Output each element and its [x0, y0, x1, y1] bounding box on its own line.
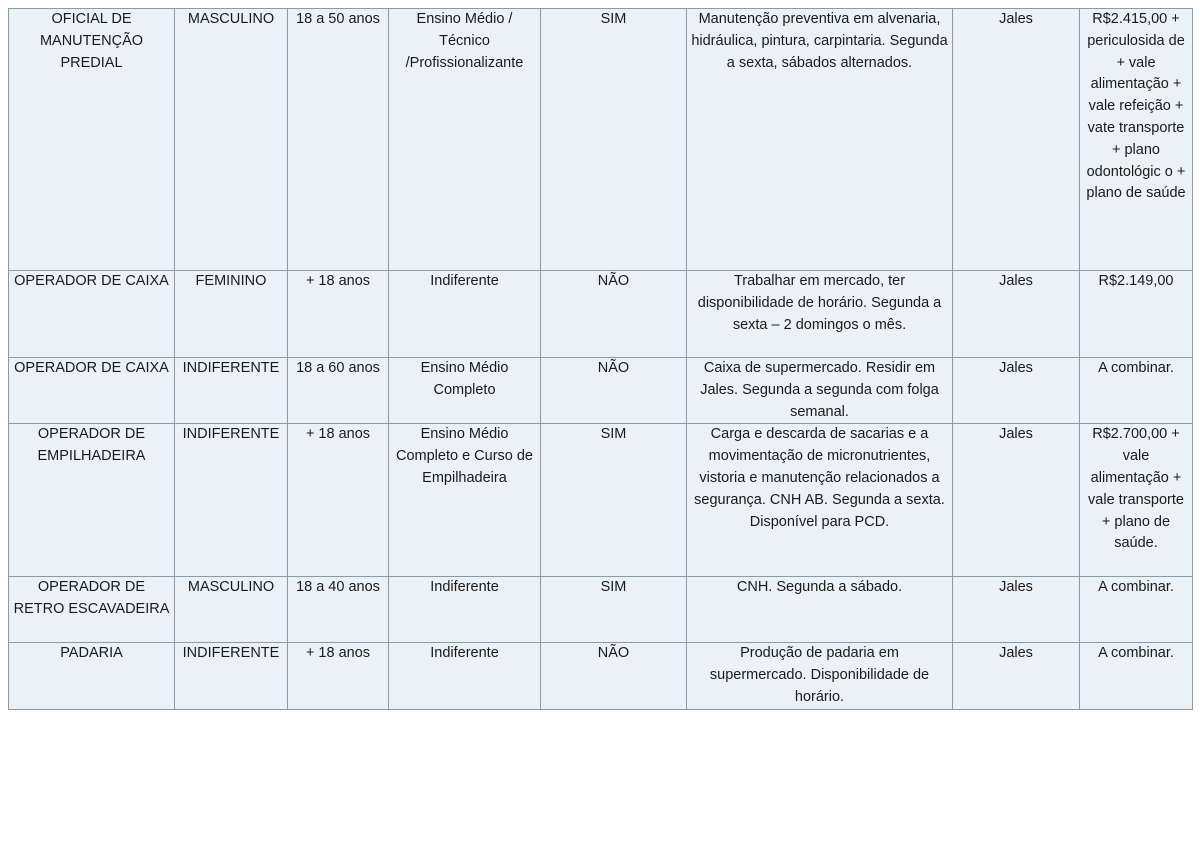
table-row: [9, 643, 1193, 709]
description-cell: [687, 358, 953, 424]
job-title-cell: [9, 577, 175, 643]
gender: FEMININO: [195, 273, 267, 289]
experience-cell: [541, 271, 687, 358]
gender-cell: [175, 643, 288, 709]
salary: A combinar.: [1098, 579, 1174, 596]
table-row: [9, 577, 1193, 643]
city-cell: [953, 643, 1080, 709]
description-cell: [687, 271, 953, 358]
salary: A combinar.: [1098, 360, 1174, 376]
education-cell: [389, 271, 541, 358]
education: Ensino Médio Completo: [420, 360, 509, 398]
age-cell: [288, 424, 389, 577]
city: Jales: [999, 360, 1033, 376]
job-title-cell: [9, 424, 175, 577]
city-cell: [953, 424, 1080, 577]
age-cell: [288, 643, 389, 709]
job-title-cell: [9, 271, 175, 358]
description: Carga e descarda de sacarias e a movimentação de micronutrientes, vistoria e manutenção relacionados a segurança. CNH AB. Segunda a sexta. Disponível para PCD.: [694, 426, 945, 530]
gender-cell: [175, 9, 288, 271]
experience-cell: [541, 643, 687, 709]
gender-cell: [175, 424, 288, 577]
education-cell: [389, 424, 541, 577]
job-listings-table: [8, 8, 1193, 710]
age-range: 18 a 40 anos: [296, 579, 380, 596]
job-title: OFICIAL DE MANUTENÇÃO PREDIAL: [39, 11, 144, 71]
city-cell: [953, 271, 1080, 358]
salary-cell: [1080, 424, 1193, 577]
education: Ensino Médio Completo e Curso de Empilhadeira: [395, 426, 533, 486]
age-cell: [288, 577, 389, 643]
age-range: + 18 anos: [305, 645, 371, 662]
city: Jales: [999, 426, 1033, 443]
education-cell: [389, 9, 541, 271]
education: Indiferente: [430, 579, 499, 596]
city-cell: [953, 358, 1080, 424]
experience: NÃO: [597, 273, 630, 289]
education-cell: [389, 643, 541, 709]
experience: NÃO: [597, 645, 630, 662]
experience-cell: [541, 577, 687, 643]
age-cell: [288, 271, 389, 358]
table-row: [9, 9, 1193, 271]
description-cell: [687, 643, 953, 709]
city: Jales: [999, 11, 1033, 27]
city-cell: [953, 9, 1080, 271]
salary-cell: [1080, 643, 1193, 709]
age-cell: [288, 358, 389, 424]
age-cell: [288, 9, 389, 271]
experience-cell: [541, 358, 687, 424]
salary-cell: [1080, 577, 1193, 643]
description-cell: [687, 9, 953, 271]
education: Indiferente: [430, 645, 499, 662]
description: Manutenção preventiva em alvenaria, hidráulica, pintura, carpintaria. Segunda a sexta, sábados alternados.: [691, 11, 948, 71]
city-cell: [953, 577, 1080, 643]
job-title: OPERADOR DE CAIXA: [14, 360, 169, 376]
table-body: [9, 9, 1193, 710]
salary: R$2.149,00: [1098, 273, 1174, 289]
description-cell: [687, 424, 953, 577]
job-title-cell: [9, 358, 175, 424]
description: CNH. Segunda a sábado.: [736, 579, 903, 596]
experience: SIM: [600, 579, 627, 596]
table-row: [9, 271, 1193, 358]
salary-cell: [1080, 271, 1193, 358]
age-range: 18 a 60 anos: [296, 360, 380, 376]
education: Ensino Médio / Técnico /Profissionalizante: [405, 11, 524, 71]
salary: R$2.700,00 + vale alimentação + vale transporte + plano de saúde.: [1088, 426, 1184, 552]
education-cell: [389, 577, 541, 643]
salary-cell: [1080, 358, 1193, 424]
gender: INDIFERENTE: [182, 645, 280, 662]
job-title-cell: [9, 9, 175, 271]
gender: MASCULINO: [187, 579, 275, 596]
age-range: + 18 anos: [305, 426, 371, 443]
description: Trabalhar em mercado, ter disponibilidade de horário. Segunda a sexta – 2 domingos o mês.: [697, 273, 942, 333]
experience-cell: [541, 424, 687, 577]
salary-cell: [1080, 9, 1193, 271]
salary: A combinar.: [1098, 645, 1174, 662]
description-cell: [687, 577, 953, 643]
job-title-cell: [9, 643, 175, 709]
gender-cell: [175, 271, 288, 358]
age-range: 18 a 50 anos: [296, 11, 380, 27]
education: Indiferente: [430, 273, 499, 289]
experience-cell: [541, 9, 687, 271]
salary: R$2.415,00 + periculosida de + vale alimentação + vale refeição + vate transporte + plano odontológic o + plano de saúde: [1086, 11, 1186, 202]
gender-cell: [175, 577, 288, 643]
city: Jales: [999, 273, 1033, 289]
description: Produção de padaria em supermercado. Disponibilidade de horário.: [709, 645, 930, 705]
city: Jales: [999, 579, 1033, 596]
experience: SIM: [600, 426, 627, 443]
job-title: OPERADOR DE EMPILHADEIRA: [37, 426, 146, 465]
job-title: OPERADOR DE CAIXA: [14, 273, 169, 289]
city: Jales: [999, 645, 1033, 662]
table-row: [9, 358, 1193, 424]
description: Caixa de supermercado. Residir em Jales. Segunda a segunda com folga semanal.: [700, 360, 939, 420]
gender: INDIFERENTE: [182, 426, 280, 443]
gender: INDIFERENTE: [182, 360, 280, 376]
gender: MASCULINO: [187, 11, 275, 27]
age-range: + 18 anos: [305, 273, 371, 289]
job-title: OPERADOR DE RETRO ESCAVADEIRA: [13, 579, 170, 618]
experience: SIM: [600, 11, 627, 27]
table-row: [9, 424, 1193, 577]
experience: NÃO: [597, 360, 630, 376]
job-title: PADARIA: [60, 645, 123, 662]
gender-cell: [175, 358, 288, 424]
education-cell: [389, 358, 541, 424]
